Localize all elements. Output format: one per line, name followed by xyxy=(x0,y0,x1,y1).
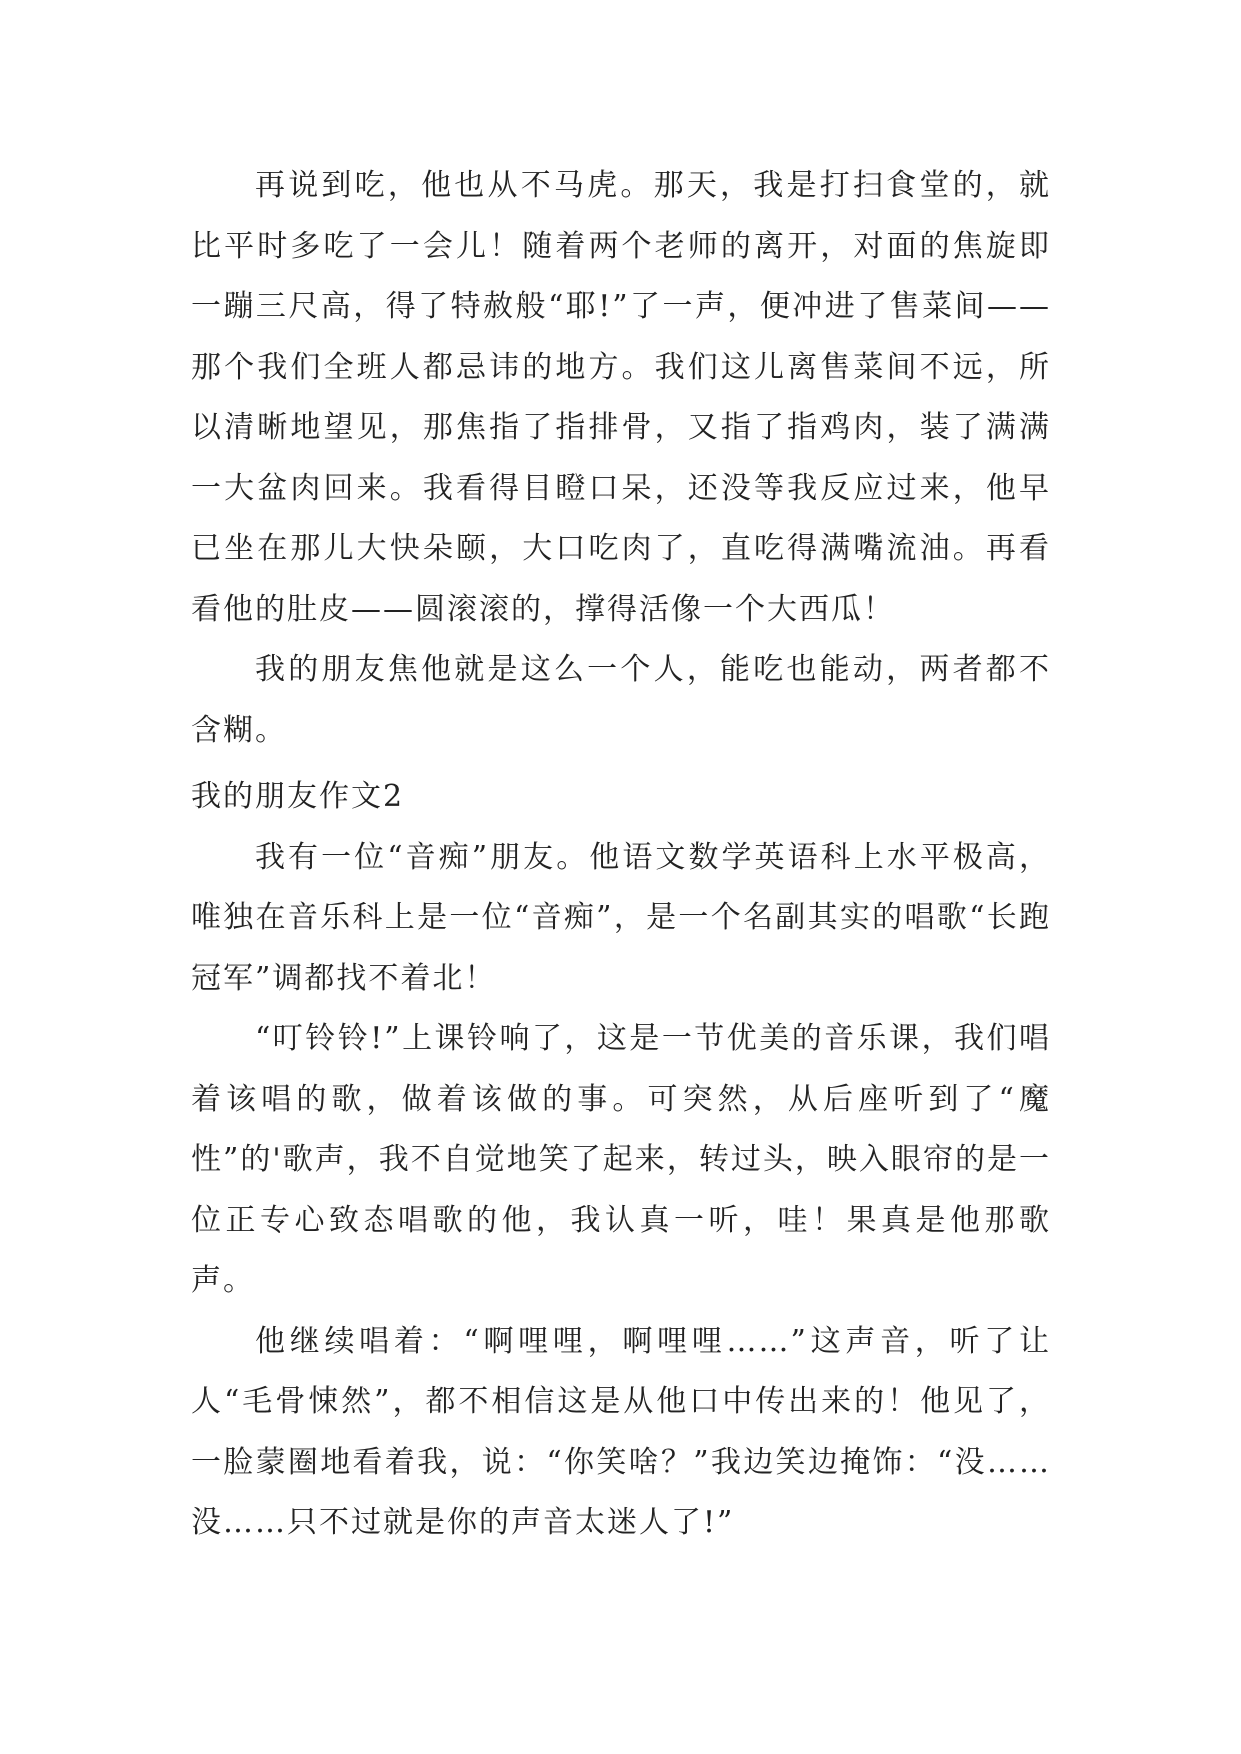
paragraph-summary: 我的朋友焦他就是这么一个人，能吃也能动，两者都不含糊。 xyxy=(191,652,1051,748)
paragraph-singing-dialogue: 他继续唱着：“啊哩哩，啊哩哩……”这声音，听了让人“毛骨悚然”，都不相信这是从他口中传出来的！他见了，一脸蒙圈地看着我，说：“你笑啥？”我边笑边掩饰：“没……没……只不过就是你的声音太迷人了!” xyxy=(191,1323,1051,1540)
essay-heading: 我的朋友作文2 xyxy=(191,779,405,814)
section-2 xyxy=(191,767,1051,1554)
section-1 xyxy=(191,156,1051,761)
paragraph-intro-tone-deaf: 我有一位“音痴”朋友。他语文数学英语科上水平极高，唯独在音乐科上是一位“音痴”，是一个名副其实的唱歌“长跑冠军”调都找不着北！ xyxy=(191,839,1051,996)
paragraph-eating-story: 再说到吃，他也从不马虎。那天，我是打扫食堂的，就比平时多吃了一会儿！随着两个老师的离开，对面的焦旋即一蹦三尺高，得了特赦般“耶!”了一声，便冲进了售菜间——那个我们全班人都忌讳的地方。我们这儿离售菜间不远，所以清晰地望见，那焦指了指排骨，又指了指鸡肉，装了满满一大盆肉回来。我看得目瞪口呆，还没等我反应过来，他早已坐在那儿大快朵颐，大口吃肉了，直吃得满嘴流油。再看看他的肚皮——圆滚滚的，撑得活像一个大西瓜！ xyxy=(191,168,1051,627)
paragraph-music-class: “叮铃铃!”上课铃响了，这是一节优美的音乐课，我们唱着该唱的歌，做着该做的事。可突然，从后座听到了“魔性”的'歌声，我不自觉地笑了起来，转过头，映入眼帘的是一位正专心致态唱歌的他，我认真一听，哇！果真是他那歌声。 xyxy=(191,1021,1051,1298)
